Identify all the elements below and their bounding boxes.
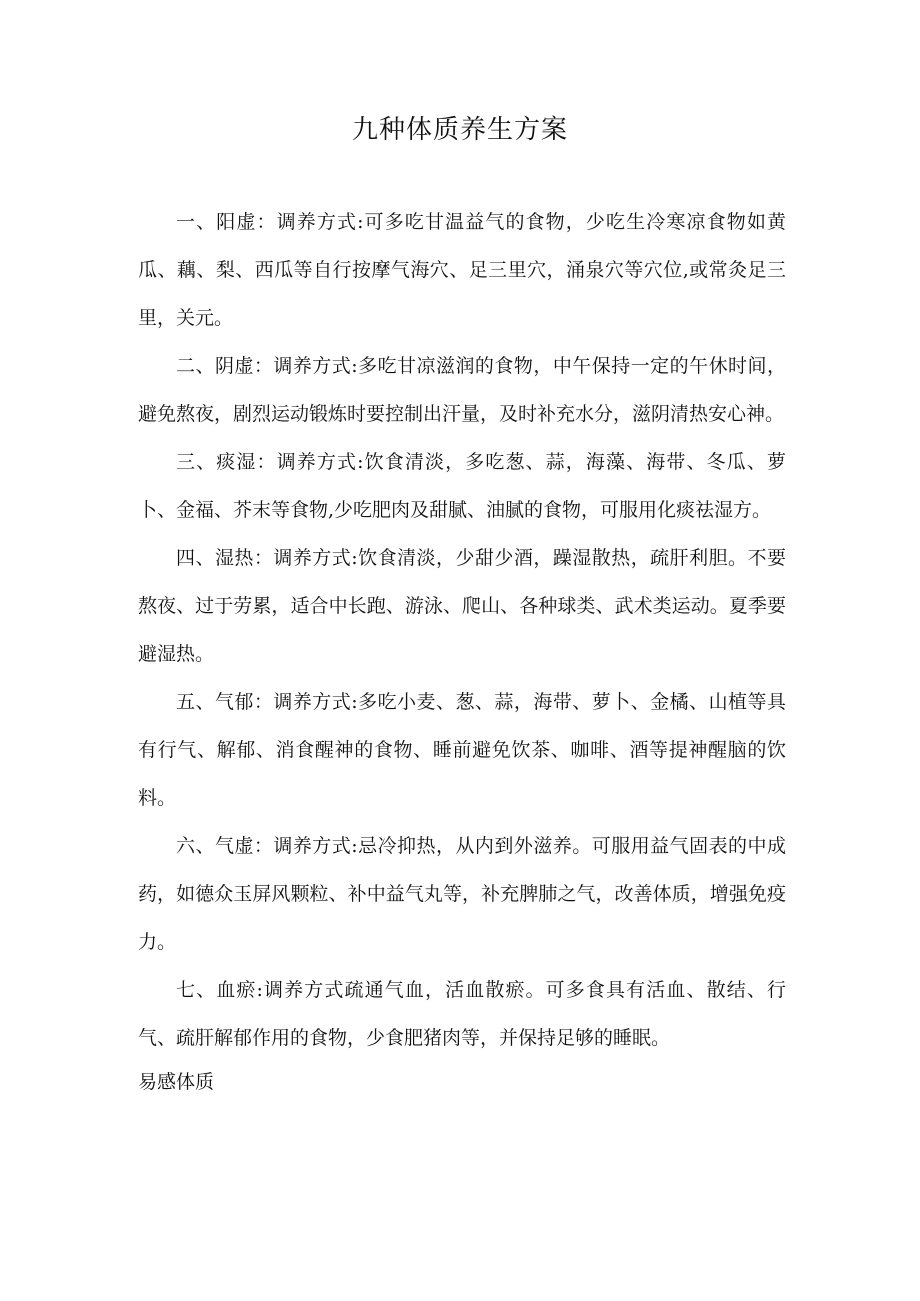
paragraph-damp-heat: 四、湿热：调养方式:饮食清淡，少甜少酒，躁湿散热，疏肝利胆。不要熬夜、过于劳累，适合中长跑、游泳、爬山、各种球类、武术类运动。夏季要避湿热。 — [138, 547, 786, 665]
section-heading-susceptible-constitution: 易感体质 — [138, 1071, 215, 1093]
document-title: 九种体质养生方案 — [351, 115, 568, 145]
paragraph-yin-deficiency: 二、阴虚：调养方式:多吃甘凉滋润的食物，中午保持一定的午休时间，避免熬夜，剧烈运动锻炼时要控制出汗量，及时补充水分，滋阴清热安心神。 — [138, 355, 786, 425]
paragraph-yang-deficiency: 一、阳虚：调养方式:可多吃甘温益气的食物，少吃生冷寒凉食物如黄瓜、藕、梨、西瓜等自行按摩气海穴、足三里穴，涌泉穴等穴位,或常灸足三里，关元。 — [138, 211, 786, 329]
paragraph-qi-deficiency: 六、气虚：调养方式:忌冷抑热，从内到外滋养。可服用益气固表的中成药，如德众玉屏风颗粒、补中益气丸等，补充脾肺之气，改善体质，增强免疫力。 — [138, 835, 786, 953]
document-body — [138, 198, 786, 1102]
paragraph-blood-stasis: 七、血瘀:调养方式疏通气血，活血散瘀。可多食具有活血、散结、行气、疏肝解郁作用的食物，少食肥猪肉等，并保持足够的睡眠。 — [138, 979, 786, 1049]
paragraph-phlegm-dampness: 三、痰湿：调养方式:饮食清淡，多吃葱、蒜，海藻、海带、冬瓜、萝卜、金福、芥末等食物,少吃肥肉及甜腻、油腻的食物，可服用化痰祛湿方。 — [138, 451, 786, 521]
paragraph-qi-stagnation: 五、气郁：调养方式:多吃小麦、葱、蒜，海带、萝卜、金橘、山植等具有行气、解郁、消食醒神的食物、睡前避免饮茶、咖啡、酒等提神醒脑的饮料。 — [138, 691, 786, 809]
